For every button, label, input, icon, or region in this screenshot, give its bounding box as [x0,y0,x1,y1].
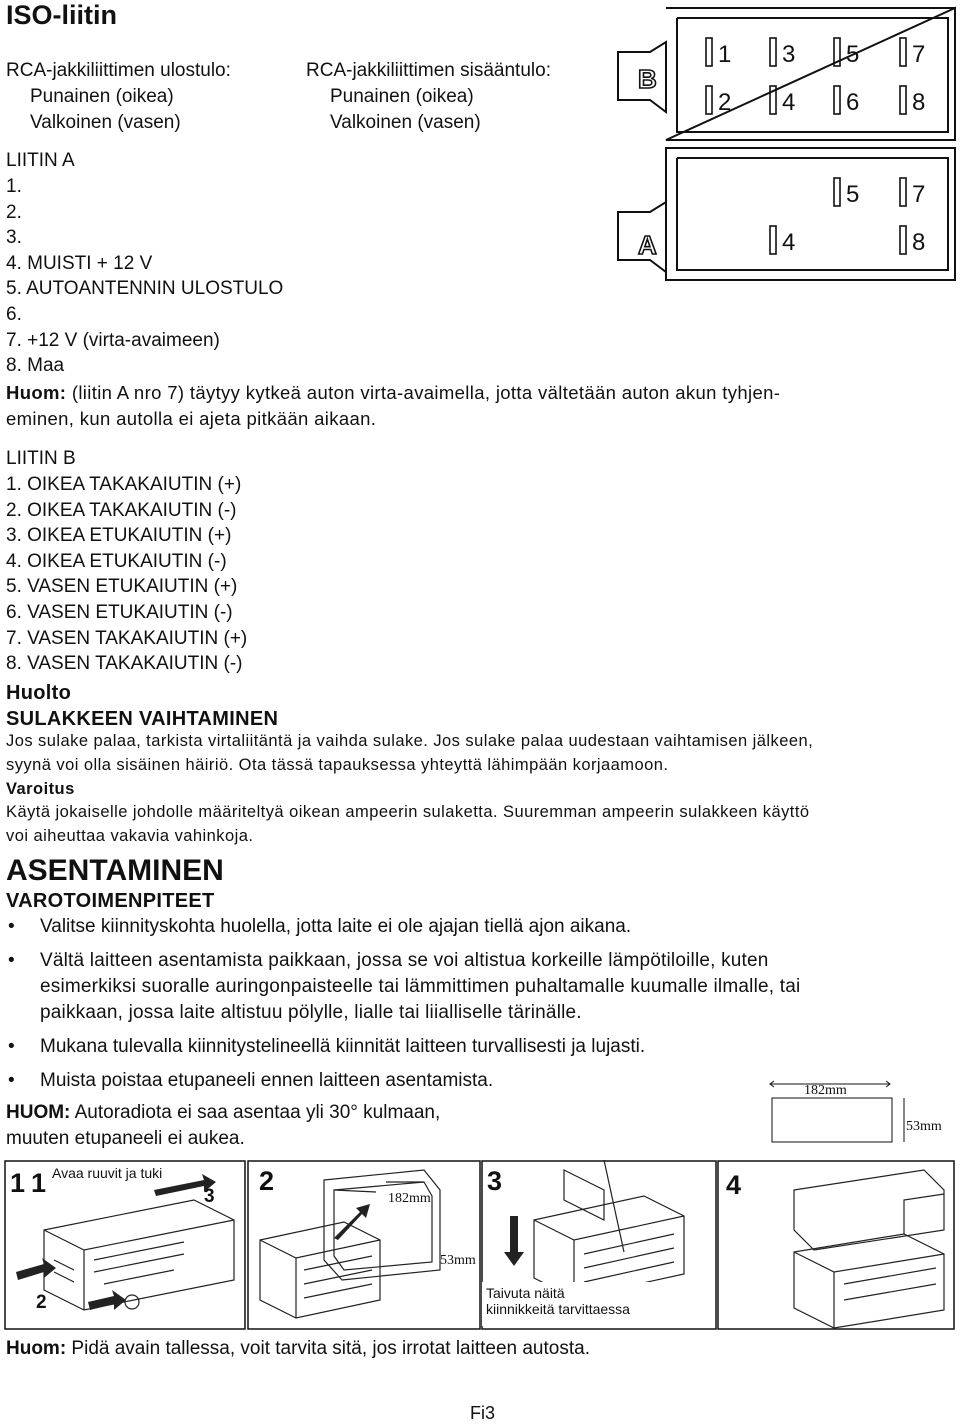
arrow-icon [334,1204,370,1240]
bottom-note [6,1336,590,1362]
step-3-bending-drawing [534,1160,684,1298]
warning-text [6,801,810,848]
connector-a-outline [618,148,955,280]
service-heading: Huolto [6,682,72,704]
bottom-note-text: Pidä avain tallessa, voit tarvita sitä, jos irrotat laitteen autosta. [66,1338,590,1359]
huom-label: HUOM: [6,1102,71,1123]
pin-number: 7 [912,41,926,68]
iso-connector-diagram [610,0,960,290]
note-a-text: (liitin A nro 7) täytyy kytkeä auton virta-avaimella, jotta vältetään auton akun tyhjen- [66,382,781,403]
rca-input-red: Punainen (oikea) [330,86,474,107]
install-heading: ASENTAMINEN [6,854,224,887]
bullet-icon: • [8,1036,15,1057]
arrow-icon [504,1216,524,1266]
bullet-icon: • [8,950,15,971]
precaution-item: • Mukana tulevalla kiinnitystelineellä kiinnität laitteen turvallisesti ja lujasti. [40,1034,645,1060]
page-number: Fi3 [470,1403,496,1423]
step-1-sub-number: 1 [31,1168,47,1198]
connector-a-item: 2. [6,201,22,223]
bullet-icon: • [8,916,15,937]
pin-number: 7 [912,181,926,208]
connector-a-item: 4. MUISTI + 12 V [6,252,153,274]
connector-b-list [6,472,247,677]
warning-text-line: Käytä jokaiselle johdolle määriteltyä oikean ampeerin sulaketta. Suuremman ampeerin sulakkeen käyttö [6,803,810,821]
connector-a-item: 6. [6,303,22,325]
pin-number: 5 [846,41,860,68]
fuse-heading: SULAKKEEN VAIHTAMINEN [6,708,279,730]
huom-note-line2: muuten etupaneeli ei aukea. [6,1128,245,1149]
connector-b-outline [618,8,955,140]
pin-number: 8 [912,89,926,116]
key-icon [125,1295,139,1309]
pin-number: 5 [846,181,860,208]
step-1-sub-3: 3 [204,1186,215,1207]
connector-a-label: A [638,230,657,260]
step-2-dimension-width: 182mm [388,1191,431,1206]
rca-output-red: Punainen (oikea) [30,86,174,107]
connector-b-item: 7. VASEN TAKAKAIUTIN (+) [6,627,248,649]
page-title: ISO-liitin [6,0,117,30]
step-1-sub-2: 2 [36,1292,47,1313]
rca-input-white: Valkoinen (vasen) [330,112,481,133]
connector-b-item: 1. OIKEA TAKAKAIUTIN (+) [6,474,242,495]
pin-number: 3 [782,41,796,68]
bullet-icon: • [8,1070,15,1091]
connector-b-item: 2. OIKEA TAKAKAIUTIN (-) [6,499,237,521]
connector-a-item: 3. [6,227,22,249]
connector-b-heading: LIITIN B [6,448,76,469]
pin-number: 2 [718,89,732,116]
arrow-icon [16,1258,56,1280]
warning-text-line: voi aiheuttaa vakavia vahinkoja. [6,826,254,845]
pin-number: 4 [782,89,796,116]
pin-number: 1 [718,41,732,68]
pin-slots [706,38,906,254]
dimension-width: 182mm [804,1083,847,1098]
fuse-text [6,730,813,777]
connector-b-item: 8. VASEN TAKAKAIUTIN (-) [6,653,243,675]
precaution-item: • Vältä laitteen asentamista paikkaan, jossa se voi altistua korkeille lämpötiloille, kuten esimerkiksi suoralle auringonpaisteelle tai lämmittimen puhaltamalle kuumalle ilmalle, tai paikkaan, jossa laite altistuu pölylle, lialle tai liialliselle tärinälle. [8,950,801,1023]
connector-a-item: 8. Maa [6,355,65,377]
connector-b-item: 4. OIKEA ETUKAIUTIN (-) [6,550,227,572]
note-a-line2: eminen, kun autolla ei ajeta pitkään aikaan. [6,408,377,429]
connector-a-item: 7. +12 V (virta-avaimeen) [6,329,220,351]
installation-steps-illustration [4,1160,956,1332]
step-2-number: 2 [259,1166,275,1196]
rca-output-white: Valkoinen (vasen) [30,112,181,133]
pin-number: 6 [846,89,860,116]
connector-b-item: 5. VASEN ETUKAIUTIN (+) [6,576,238,598]
huom-note [6,1100,440,1126]
step-3-number: 3 [487,1166,503,1196]
connector-a-heading: LIITIN A [6,150,75,171]
connector-a-item: 5. AUTOANTENNIN ULOSTULO [6,278,284,300]
bottom-note-label: Huom: [6,1338,67,1359]
precaution-item: • Valitse kiinnityskohta huolella, jotta laite ei ole ajajan tiellä ajon aikana. [40,914,631,940]
dimension-height: 53mm [906,1119,942,1134]
step-3-caption-line1: Taivuta näitä [486,1285,565,1301]
arrow-icon [88,1290,126,1310]
huom-text: Autoradiota ei saa asentaa yli 30° kulmaan, [70,1102,441,1123]
step-4-number: 4 [726,1170,742,1200]
fuse-text-line: Jos sulake palaa, tarkista virtaliitäntä ja vaihda sulake. Jos sulake palaa uudestaan vaihtamisen jälkeen, [6,732,814,750]
warning-heading: Varoitus [6,780,75,798]
rca-output-heading: RCA-jakkiliittimen ulostulo: [6,60,231,81]
opening-dimension-diagram [760,1076,956,1148]
precaution-item: • Muista poistaa etupaneeli ennen laitteen asentamista. [40,1068,493,1094]
step-1-caption: Avaa ruuvit ja tuki [52,1165,163,1181]
pin-number: 4 [782,229,796,256]
note-a-label: Huom: [6,382,67,403]
note-a [6,380,780,406]
connector-b-item: 3. OIKEA ETUKAIUTIN (+) [6,525,232,547]
step-4-mounted-drawing [794,1170,944,1328]
precautions-heading: VAROTOIMENPITEET [6,890,215,912]
step-2-dimension-height: 53mm [440,1253,476,1268]
connector-b-item: 6. VASEN ETUKAIUTIN (-) [6,601,233,623]
step-1-number: 1 [10,1168,26,1198]
step-1-radio-drawing [44,1200,234,1310]
rca-input-heading: RCA-jakkiliittimen sisääntulo: [306,60,551,81]
connector-a-item: 1. [6,176,22,197]
fuse-text-line: syynä voi olla sisäinen häiriö. Ota tässä tapauksessa yhteyttä lähimpään korjaamoon. [6,755,669,774]
pin-number: 8 [912,229,926,256]
step-3-caption-line2: kiinnikkeitä tarvittaessa [486,1301,630,1317]
connector-a-list [6,174,283,379]
connector-b-label: B [638,64,657,94]
